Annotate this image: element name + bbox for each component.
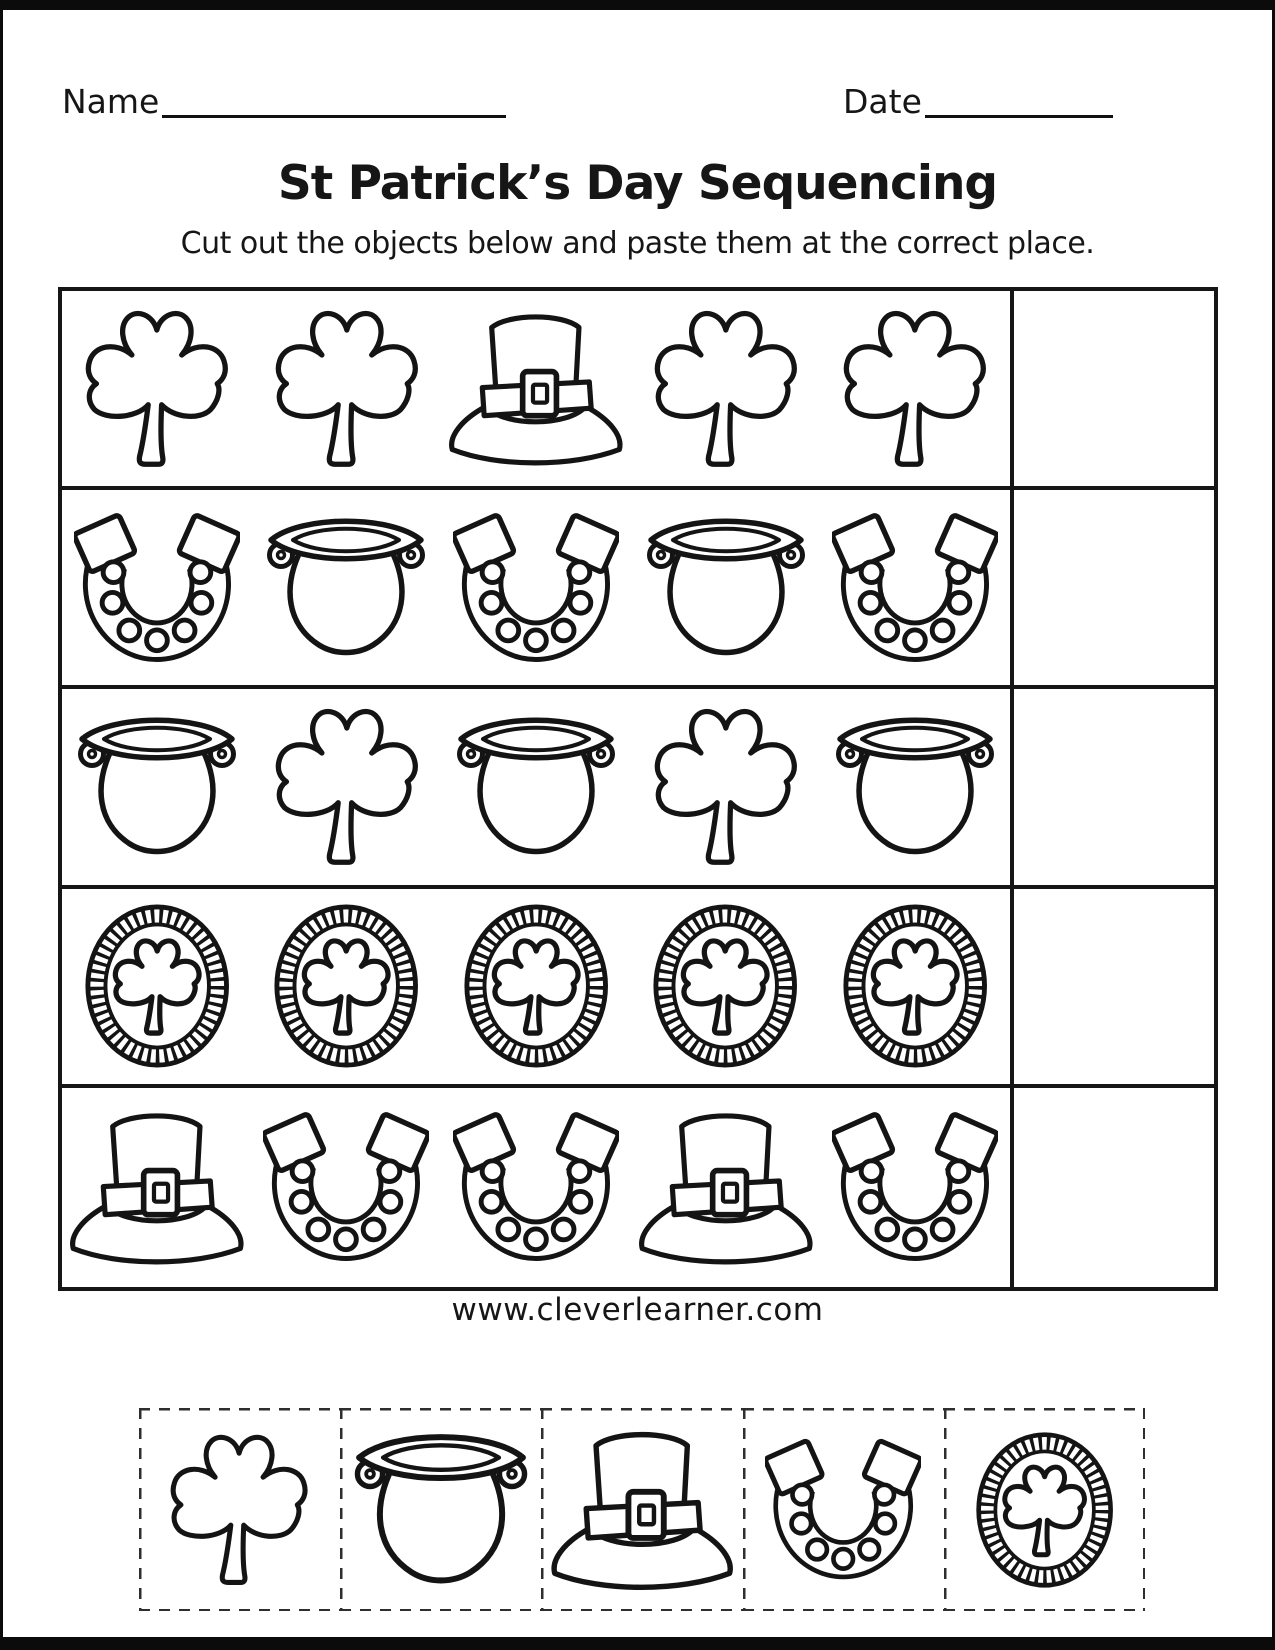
cutout-box-leprechaun-hat bbox=[541, 1408, 742, 1611]
sequence-cell bbox=[441, 310, 631, 467]
horseshoe-icon bbox=[74, 509, 240, 667]
horseshoe-icon bbox=[453, 509, 619, 667]
sequence-row bbox=[62, 291, 1214, 490]
sequence-cell bbox=[631, 307, 821, 470]
answer-box-empty bbox=[1010, 291, 1214, 486]
sequence-cell bbox=[820, 711, 1010, 863]
cutout-box-horseshoe bbox=[743, 1408, 944, 1611]
gold-coin-icon bbox=[83, 903, 231, 1069]
sequence-grid bbox=[58, 287, 1218, 1291]
shamrock-icon bbox=[841, 307, 989, 470]
date-blank-line bbox=[925, 81, 1113, 118]
sequence-cell bbox=[441, 509, 631, 667]
sequence-cell bbox=[441, 711, 631, 863]
leprechaun-hat-icon bbox=[62, 1109, 252, 1266]
shamrock-icon bbox=[273, 705, 421, 868]
sequence-cell bbox=[820, 509, 1010, 667]
pot-of-gold-icon bbox=[449, 711, 623, 863]
gold-coin-icon bbox=[841, 903, 989, 1069]
sequence-cell bbox=[252, 512, 442, 664]
cutout-strip bbox=[139, 1408, 1145, 1611]
sequence-row-icons bbox=[62, 490, 1010, 685]
sequence-cell bbox=[441, 903, 631, 1069]
name-label: Name bbox=[62, 82, 160, 121]
name-field bbox=[62, 78, 506, 121]
date-label: Date bbox=[843, 82, 922, 121]
sequence-row bbox=[62, 689, 1214, 888]
page-title: St Patrick’s Day Sequencing bbox=[277, 156, 998, 211]
sequence-cell bbox=[441, 1108, 631, 1266]
gold-coin-icon bbox=[651, 903, 799, 1069]
pot-of-gold-icon bbox=[346, 1427, 536, 1593]
horseshoe-icon bbox=[832, 1108, 998, 1266]
sequence-cell bbox=[62, 1109, 252, 1266]
pot-of-gold-icon bbox=[70, 711, 244, 863]
shamrock-icon bbox=[83, 307, 231, 470]
cutout-box-pot-of-gold bbox=[340, 1408, 541, 1611]
cutout-box-gold-coin bbox=[944, 1408, 1145, 1611]
answer-box-empty bbox=[1010, 1088, 1214, 1287]
sequence-cell bbox=[252, 903, 442, 1069]
shamrock-icon bbox=[168, 1431, 310, 1588]
sequence-cell bbox=[820, 307, 1010, 470]
answer-box-empty bbox=[1010, 689, 1214, 884]
gold-coin-icon bbox=[462, 903, 610, 1069]
sequence-cell bbox=[62, 903, 252, 1069]
shamrock-icon bbox=[652, 307, 800, 470]
footer-url: www.cleverlearner.com bbox=[451, 1292, 824, 1328]
answer-box-empty bbox=[1010, 490, 1214, 685]
sequence-row-icons bbox=[62, 291, 1010, 486]
sequence-row-icons bbox=[62, 689, 1010, 884]
sequence-cell bbox=[631, 1109, 821, 1266]
leprechaun-hat-icon bbox=[631, 1109, 821, 1266]
name-blank-line bbox=[162, 81, 506, 118]
leprechaun-hat-icon bbox=[543, 1428, 741, 1591]
sequence-row bbox=[62, 889, 1214, 1088]
sequence-cell bbox=[62, 711, 252, 863]
horseshoe-icon bbox=[453, 1108, 619, 1266]
sequence-row-icons bbox=[62, 1088, 1010, 1287]
sequence-row bbox=[62, 490, 1214, 689]
sequence-cell bbox=[252, 1108, 442, 1266]
sequence-cell bbox=[820, 903, 1010, 1069]
shamrock-icon bbox=[652, 705, 800, 868]
sequence-cell bbox=[252, 307, 442, 470]
instruction-text: Cut out the objects below and paste them at the correct place. bbox=[180, 226, 1095, 261]
sequence-row bbox=[62, 1088, 1214, 1287]
cutout-box-shamrock bbox=[139, 1408, 340, 1611]
sequence-row-icons bbox=[62, 889, 1010, 1084]
pot-of-gold-icon bbox=[259, 512, 433, 664]
horseshoe-icon bbox=[832, 509, 998, 667]
pot-of-gold-icon bbox=[639, 512, 813, 664]
shamrock-icon bbox=[273, 307, 421, 470]
sequence-cell bbox=[62, 307, 252, 470]
pot-of-gold-icon bbox=[828, 711, 1002, 863]
gold-coin-icon bbox=[974, 1431, 1115, 1589]
horseshoe-icon bbox=[765, 1435, 921, 1584]
leprechaun-hat-icon bbox=[441, 310, 631, 467]
date-field bbox=[843, 78, 1113, 121]
sequence-cell bbox=[631, 512, 821, 664]
answer-box-empty bbox=[1010, 889, 1214, 1084]
gold-coin-icon bbox=[272, 903, 420, 1069]
sequence-cell bbox=[820, 1108, 1010, 1266]
sequence-cell bbox=[631, 705, 821, 868]
horseshoe-icon bbox=[263, 1108, 429, 1266]
sequence-cell bbox=[62, 509, 252, 667]
sequence-cell bbox=[252, 705, 442, 868]
sequence-cell bbox=[631, 903, 821, 1069]
